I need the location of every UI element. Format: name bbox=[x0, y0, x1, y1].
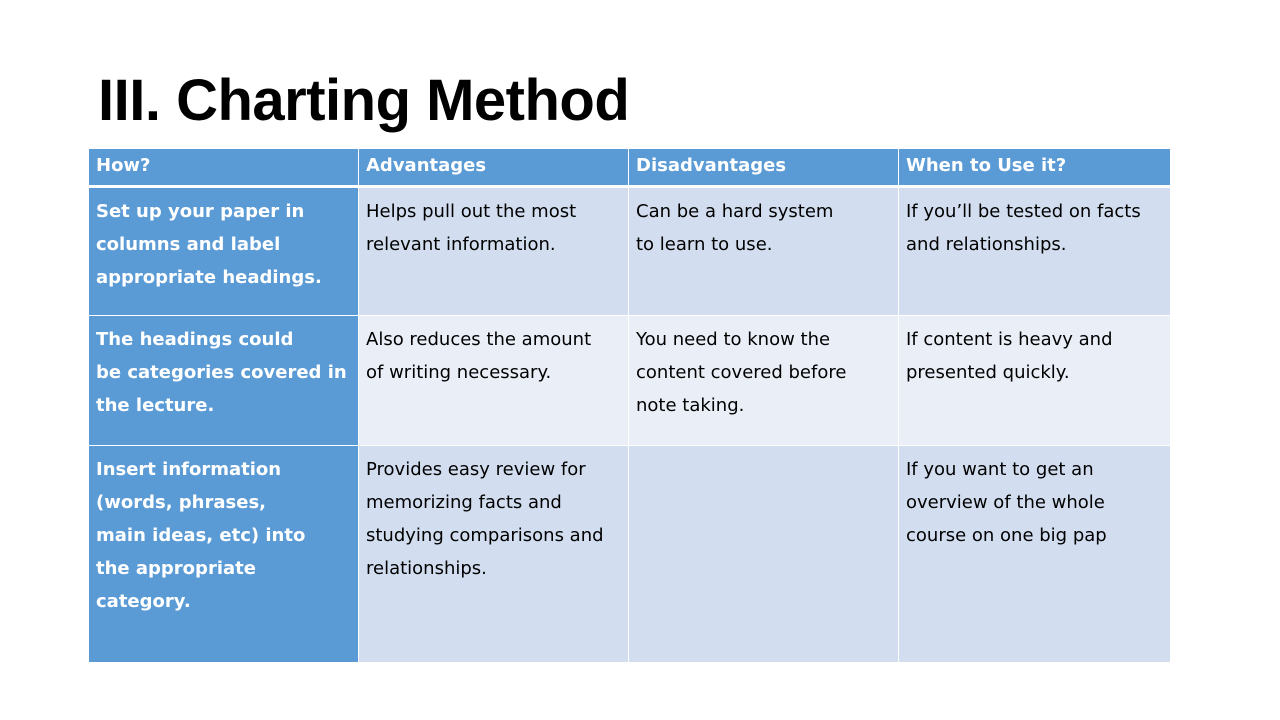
advantages-cell: Helps pull out the most relevant information. bbox=[359, 187, 629, 316]
header-when-to-use: When to Use it? bbox=[899, 149, 1171, 187]
charting-method-table bbox=[88, 148, 1171, 663]
disadvantages-cell bbox=[629, 446, 899, 663]
header-disadvantages: Disadvantages bbox=[629, 149, 899, 187]
advantages-cell: Provides easy review for memorizing facts and studying comparisons and relationships. bbox=[359, 446, 629, 663]
disadvantages-cell: You need to know the content covered before note taking. bbox=[629, 316, 899, 446]
charting-method-table-container bbox=[88, 148, 1170, 663]
advantages-cell: Also reduces the amount of writing necessary. bbox=[359, 316, 629, 446]
how-cell: The headings could be categories covered in the lecture. bbox=[89, 316, 359, 446]
header-advantages: Advantages bbox=[359, 149, 629, 187]
when-to-use-cell: If you want to get an overview of the whole course on one big pap bbox=[899, 446, 1171, 663]
how-cell: Insert information (words, phrases, main ideas, etc) into the appropriate category. bbox=[89, 446, 359, 663]
how-cell: Set up your paper in columns and label appropriate headings. bbox=[89, 187, 359, 316]
header-how: How? bbox=[89, 149, 359, 187]
table-row bbox=[89, 316, 1171, 446]
table-header-row bbox=[89, 149, 1171, 187]
table-row bbox=[89, 446, 1171, 663]
when-to-use-cell: If content is heavy and presented quickly. bbox=[899, 316, 1171, 446]
slide-title: III. Charting Method bbox=[98, 68, 630, 133]
table-row bbox=[89, 187, 1171, 316]
disadvantages-cell: Can be a hard system to learn to use. bbox=[629, 187, 899, 316]
when-to-use-cell: If you’ll be tested on facts and relationships. bbox=[899, 187, 1171, 316]
